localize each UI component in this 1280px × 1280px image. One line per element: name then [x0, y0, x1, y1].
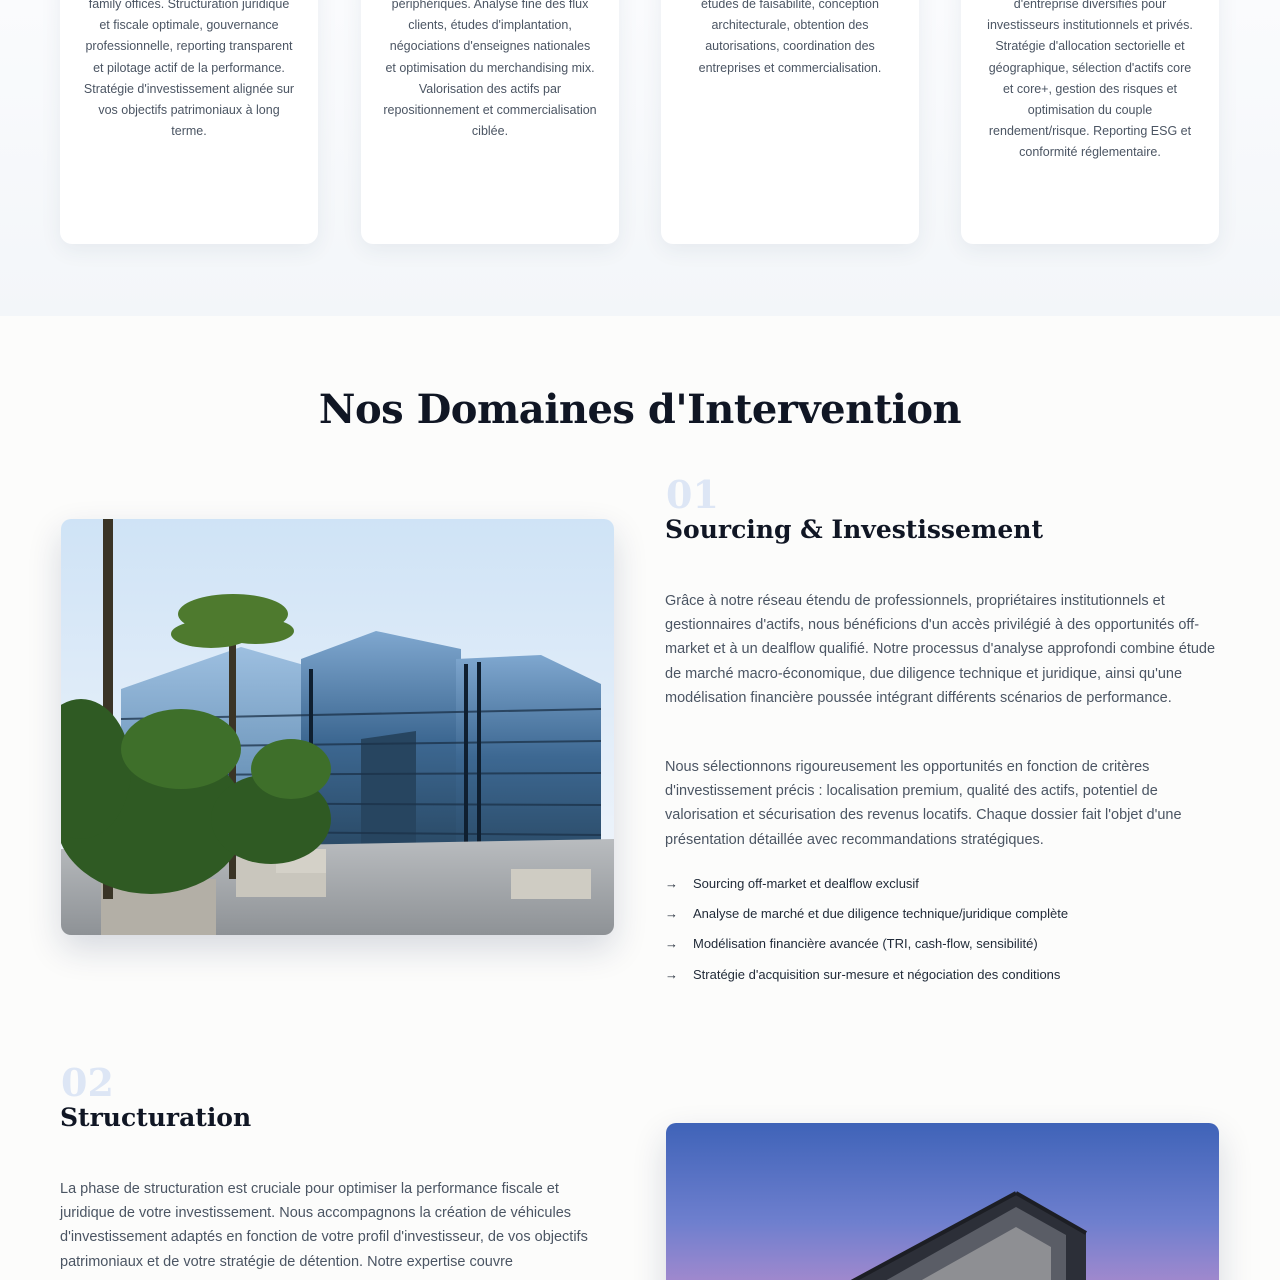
list-item-label: Modélisation financière avancée (TRI, cash-flow, sensibilité) — [693, 936, 1038, 952]
service-card-description: family offices. Structuration juridique et fiscale optimale, gouvernance professionnelle, reporting transparent et pilotage actif de la performance. Stratégie d'investissement alignée sur vos objectifs patrimoniaux à long terme. — [83, 0, 295, 139]
service-card-development — [661, 0, 919, 244]
domain-paragraph: Nous sélectionnons rigoureusement les opportunités en fonction de critères d'investissement précis : localisation premium, qualité des actifs, potentiel de valorisation et sécurisation des revenus locatifs. Chaque dossier fait l'objet d'une présentation détaillée avec recommandations stratégiques. — [665, 759, 1182, 848]
list-item — [665, 929, 1068, 959]
list-item-label: Analyse de marché et due diligence technique/juridique complète — [693, 906, 1069, 922]
service-card-description: périphériques. Analyse fine des flux clients, études d'implantation, négociations d'enseignes nationales et optimisation du merchandising mix. Valorisation des actifs par repositionnement et commercialisation ciblée. — [383, 0, 597, 139]
arrow-right-icon: → — [665, 936, 678, 952]
list-item-label: Sourcing off-market et dealflow exclusif — [693, 875, 919, 891]
domain-image-modern-building — [666, 1123, 1219, 1280]
list-item-label: Stratégie d'acquisition sur-mesure et négociation des conditions — [693, 966, 1061, 982]
list-item — [665, 898, 1068, 928]
domain-paragraph: La phase de structuration est cruciale pour optimiser la performance fiscale et juridique de votre investissement. Nous accompagnons la création de véhicules d'investissement adaptés en fonction de votre profil d'investisseur, de vos objectifs patrimoniaux et de votre stratégie de détention. Notre expertise couvre — [60, 1181, 588, 1270]
domain-number: 01 — [666, 472, 719, 517]
dusk-building-illustration — [666, 1123, 1219, 1280]
glass-building-illustration — [61, 519, 614, 935]
domain-image-office-building — [61, 519, 614, 935]
domain-title: Structuration — [60, 1103, 252, 1132]
service-card-family-office — [60, 0, 318, 244]
arrow-right-icon: → — [665, 966, 678, 982]
arrow-right-icon: → — [665, 906, 678, 922]
domain-title: Sourcing & Investissement — [665, 515, 1043, 544]
section-title: Nos Domaines d'Intervention — [318, 386, 962, 433]
arrow-right-icon: → — [665, 875, 678, 891]
list-item — [665, 959, 1068, 989]
list-item — [665, 868, 1068, 898]
service-card-retail — [361, 0, 619, 244]
domain-paragraph: Grâce à notre réseau étendu de professionnels, propriétaires institutionnels et gestionnaires d'actifs, nous bénéficions d'un accès privilégié à des opportunités off-market et à un dealflow qualifié. Notre processus d'analyse approfondi combine étude de marché macro-économique, due diligence technique et juridique, ainsi qu'une modélisation financière poussée intégrant différents scénarios de performance. — [665, 593, 1216, 706]
domain-feature-list — [665, 868, 1068, 990]
services-cards-section — [0, 0, 1280, 316]
service-card-description: études de faisabilité, conception architecturale, obtention des autorisations, coordination des entreprises et commercialisation. — [698, 0, 882, 75]
service-card-funds — [961, 0, 1219, 244]
service-card-description: d'entreprise diversifiés pour investisseurs institutionnels et privés. Stratégie d'allocation sectorielle et géographique, sélection d'actifs core et core+, gestion des risques et optimisation du couple rendement/risque. Reporting ESG et conformité réglementaire. — [987, 0, 1193, 160]
domain-number: 02 — [61, 1060, 114, 1105]
